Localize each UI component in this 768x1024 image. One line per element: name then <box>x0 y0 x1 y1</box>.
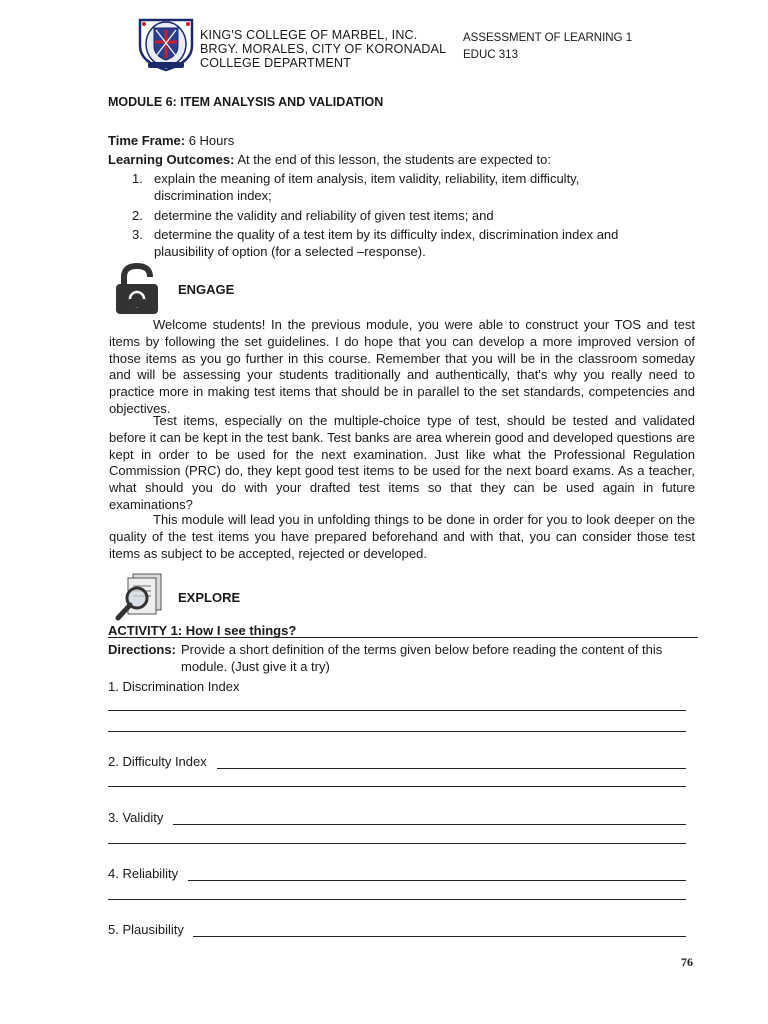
lock-icon <box>112 262 162 316</box>
outcome-number: 2. <box>132 208 143 223</box>
answer-line[interactable] <box>108 899 686 900</box>
school-department: COLLEGE DEPARTMENT <box>200 56 352 70</box>
school-logo <box>134 16 198 72</box>
engage-paragraph <box>109 512 695 562</box>
school-address: BRGY. MORALES, CITY OF KORONADAL <box>200 42 447 56</box>
magnifier-document-icon <box>113 572 167 622</box>
answer-line[interactable] <box>108 786 686 787</box>
module-title: MODULE 6: ITEM ANALYSIS AND VALIDATION <box>108 95 384 109</box>
answer-line[interactable] <box>188 880 686 881</box>
term-label: 2. Difficulty Index <box>108 754 207 769</box>
outcome-text: explain the meaning of item analysis, item validity, reliability, item difficulty, discrimination index; <box>154 171 580 203</box>
time-frame-value: 6 Hours <box>185 133 235 148</box>
outcome-number: 3. <box>132 227 143 242</box>
engage-paragraph-text: Welcome students! In the previous module, you were able to construct your TOS and test items by following the set guidelines. I do hope that you can develop a more improved version of those items as you go further in this course. Remember that you will be in the classroom someday and will be assessing your students traditionally and authentically, that's why you really need to practice more in making test items that should be in parallel to the set standards, competencies and objectives. <box>109 317 695 416</box>
answer-line[interactable] <box>108 843 686 844</box>
directions-label: Directions: <box>108 642 176 657</box>
answer-line[interactable] <box>173 824 686 825</box>
answer-line[interactable] <box>193 936 686 937</box>
learning-outcomes-label: Learning Outcomes: <box>108 152 235 167</box>
school-name: KING'S COLLEGE OF MARBEL, INC. <box>200 28 418 42</box>
term-label: 4. Reliability <box>108 866 179 881</box>
page-number: 76 <box>681 955 693 969</box>
explore-heading: EXPLORE <box>178 590 241 605</box>
outcome-number: 1. <box>132 171 143 186</box>
term-label: 1. Discrimination Index <box>108 679 240 694</box>
outcome-item <box>132 207 652 224</box>
engage-heading: ENGAGE <box>178 282 235 297</box>
answer-line[interactable] <box>217 768 686 769</box>
time-frame-label: Time Frame: <box>108 133 186 148</box>
course-code: EDUC 313 <box>463 49 518 61</box>
outcome-text: determine the quality of a test item by its difficulty index, discrimination index and plausibility of option (for a selected –response). <box>154 227 619 259</box>
engage-paragraph-text: This module will lead you in unfolding things to be done in order for you to look deeper on the quality of the test items you have prepared beforehand and with that, you can consider those test items as subject to be accepted, rejected or developed. <box>109 512 695 561</box>
term-label: 5. Plausibility <box>108 922 184 937</box>
term-label: 3. Validity <box>108 810 164 825</box>
activity-title: ACTIVITY 1: How I see things? <box>108 623 297 638</box>
answer-line[interactable] <box>108 731 686 732</box>
engage-paragraph <box>109 413 695 514</box>
time-frame <box>108 132 234 149</box>
activity-rule <box>108 637 698 638</box>
outcome-item <box>132 226 652 260</box>
answer-line[interactable] <box>108 710 686 711</box>
engage-paragraph <box>109 317 695 418</box>
outcome-item <box>132 170 652 204</box>
learning-outcomes-heading <box>108 151 551 168</box>
engage-paragraph-text: Test items, especially on the multiple-choice type of test, should be tested and validated before it can be kept in the test bank. Test banks are area wherein good and developed questions are kept in order to be used for the next examination. Just like what the Professional Regulation Commission (PRC) do, they kept good test items to be used for the next board exams. As a teacher, what should you do with your drafted test items so that they can be used again in future examinations? <box>109 413 695 512</box>
learning-outcomes-intro: At the end of this lesson, the students are expected to: <box>234 152 551 167</box>
outcome-text: determine the validity and reliability of given test items; and <box>154 208 494 223</box>
course-title: ASSESSMENT OF LEARNING 1 <box>463 32 633 44</box>
directions-text: Provide a short definition of the terms given below before reading the content of this module. (Just give it a try) <box>181 642 663 674</box>
